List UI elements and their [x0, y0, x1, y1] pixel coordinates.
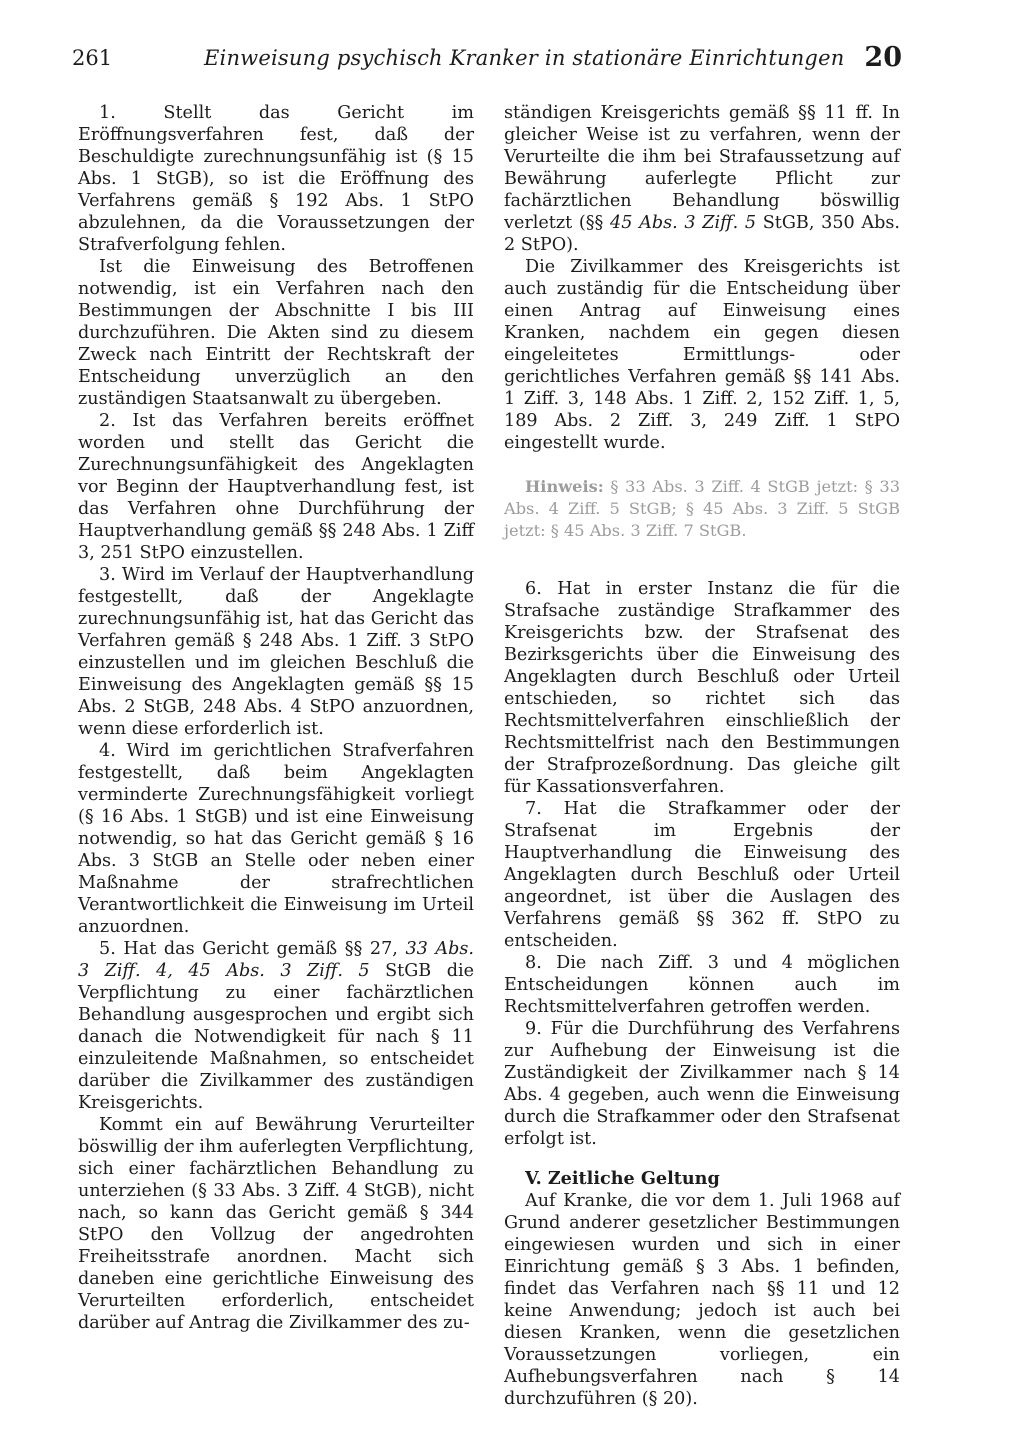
paragraph-kommt: Kommt ein auf Bewährung Verurteilter böswillig der ihm auferlegten Verpflichtung, sich einer fachärztlichen Behandlung zu unterziehen (§ 33 Abs. 3 Ziff. 4 StGB), nicht nach, so kann das Gericht gemäß § 344 StPO den Vollzug der angedrohten Freiheitsstrafe anordnen. Macht sich daneben eine gerichtliche Einweisung des Verurteilten erforderlich, entscheidet darüber auf Antrag die Zivilkammer des zu-	[78, 1115, 474, 1333]
running-title: Einweisung psychisch Kranker in stationäre Einrichtungen	[204, 46, 845, 70]
chapter-number: 20	[864, 42, 902, 73]
hint-label: Hinweis:	[525, 477, 604, 496]
paragraph-2: 2. Ist das Verfahren bereits eröffnet worden und stellt das Gericht die Zurechnungsunfähigkeit des Angeklagten vor Beginn der Hauptverhandlung fest, ist das Verfahren ohne Durchführung der Hauptverhandlung gemäß §§ 248 Abs. 1 Ziff 3, 251 StPO einzustellen.	[78, 411, 474, 563]
right-column	[504, 102, 900, 1410]
left-column	[78, 102, 474, 1334]
paragraph-1-continued: Ist die Einweisung des Betroffenen notwendig, ist ein Verfahren nach den Bestimmungen der Abschnitte I bis III durchzuführen. Die Akten sind zu diesem Zweck nach Eintritt der Rechtskraft der Entscheidung unverzüglich an den zuständigen Staatsanwalt zu übergeben.	[78, 257, 474, 409]
paragraph-continuation	[504, 102, 900, 256]
paragraph-1: 1. Stellt das Gericht im Eröffnungsverfahren fest, daß der Beschuldigte zurechnungsunfähig ist (§ 15 Abs. 1 StGB), so ist die Eröffnung des Verfahrens gemäß § 192 Abs. 1 StPO abzulehnen, da die Voraussetzungen der Strafverfolgung fehlen.	[78, 103, 474, 255]
paragraph-5	[78, 938, 474, 1114]
continuation-italic-reference: 45 Abs. 3 Ziff. 5	[610, 213, 757, 233]
paragraph-zivilkammer: Die Zivilkammer des Kreisgerichts ist auch zuständig für die Entscheidung über einen Antrag auf Einweisung eines Kranken, nachdem ein gegen diesen eingeleitetes Ermittlungs- oder gerichtliches Verfahren gemäß §§ 141 Abs. 1 Ziff. 3, 148 Abs. 1 Ziff. 2, 152 Ziff. 1, 5, 189 Abs. 2 Ziff. 3, 249 Ziff. 1 StPO eingestellt wurde.	[504, 257, 900, 453]
paragraph-7: 7. Hat die Strafkammer oder der Strafsenat im Ergebnis der Hauptverhandlung die Einweisung des Angeklagten durch Beschluß oder Urteil angeordnet, ist über die Auslagen des Verfahrens gemäß §§ 362 ff. StPO zu entscheiden.	[504, 799, 900, 951]
paragraph-9: 9. Für die Durchführung des Verfahrens zur Aufhebung der Einweisung ist die Zuständigkeit der Zivilkammer nach § 14 Abs. 4 gegeben, auch wenn die Einweisung durch die Strafkammer oder den Strafsenat erfolgt ist.	[504, 1019, 900, 1149]
paragraph-5-italic-reference: 33 Abs. 3 Ziff. 4, 45 Abs. 3 Ziff. 5	[78, 939, 474, 981]
continuation-rest: StGB, 350 Abs. 2 StPO).	[504, 213, 900, 255]
paragraph-8: 8. Die nach Ziff. 3 und 4 möglichen Entscheidungen können auch im Rechtsmittelverfahren getroffen werden.	[504, 953, 900, 1017]
hint-note	[504, 476, 900, 542]
paragraph-4: 4. Wird im gerichtlichen Strafverfahren festgestellt, daß beim Angeklagten verminderte Zurechnungsfähigkeit vorliegt (§ 16 Abs. 1 StGB) und ist eine Einweisung notwendig, so hat das Gericht gemäß § 16 Abs. 3 StGB an Stelle oder neben einer Maßnahme der strafrechtlichen Verantwortlichkeit die Einweisung im Urteil anzuordnen.	[78, 741, 474, 937]
running-header	[72, 44, 902, 76]
paragraph-zeitliche-geltung: Auf Kranke, die vor dem 1. Juli 1968 auf Grund anderer gesetzlicher Bestimmungen eingewiesen wurden und sich in einer Einrichtung gemäß § 3 Abs. 1 befinden, findet das Verfahren nach §§ 11 und 12 keine Anwendung; jedoch ist auch bei diesen Kranken, wenn die gesetzlichen Voraussetzungen vorliegen, ein Aufhebungsverfahren nach § 14 durchzuführen (§ 20).	[504, 1191, 900, 1409]
hint-text: § 33 Abs. 3 Ziff. 4 StGB jetzt: § 33 Abs. 4 Ziff. 5 StGB; § 45 Abs. 3 Ziff. 5 StGB jetzt: § 45 Abs. 3 Ziff. 7 StGB.	[504, 477, 900, 540]
continuation-lead: ständigen Kreisgerichts gemäß §§ 11 ff. In gleicher Weise ist zu verfahren, wenn der Verurteilte die ihm bei Strafaussetzung auf Bewährung auferlegte Pflicht zur fachärztlichen Behandlung böswillig verletzt (§§	[504, 103, 900, 233]
paragraph-3: 3. Wird im Verlauf der Hauptverhandlung festgestellt, daß der Angeklagte zurechnungsunfähig ist, hat das Gericht das Verfahren gemäß § 248 Abs. 1 Ziff. 3 StPO einzustellen und im gleichen Beschluß die Einweisung des Angeklagten gemäß §§ 15 Abs. 2 StGB, 248 Abs. 4 StPO anzuordnen, wenn diese erforderlich ist.	[78, 565, 474, 739]
paragraph-6: 6. Hat in erster Instanz die für die Strafsache zuständige Strafkammer des Kreisgerichts bzw. der Strafsenat des Bezirksgerichts über die Einweisung des Angeklagten durch Beschluß oder Urteil entschieden, so richtet sich das Rechtsmittelverfahren einschließlich der Rechtsmittelfrist nach den Bestimmungen der Strafprozeßordnung. Das gleiche gilt für Kassationsverfahren.	[504, 579, 900, 797]
page-number: 261	[72, 46, 113, 70]
paragraph-5-rest: StGB die Verpflichtung zu einer fachärztlichen Behandlung ausgesprochen und ergibt sich danach die Notwendigkeit für nach § 11 einzuleitende Maßnahmen, so entscheidet darüber die Zivilkammer des zuständigen Kreisgerichts.	[78, 961, 475, 1113]
section-heading: V. Zeitliche Geltung	[525, 1168, 720, 1189]
paragraph-5-lead: 5. Hat das Gericht gemäß §§ 27,	[99, 939, 406, 959]
